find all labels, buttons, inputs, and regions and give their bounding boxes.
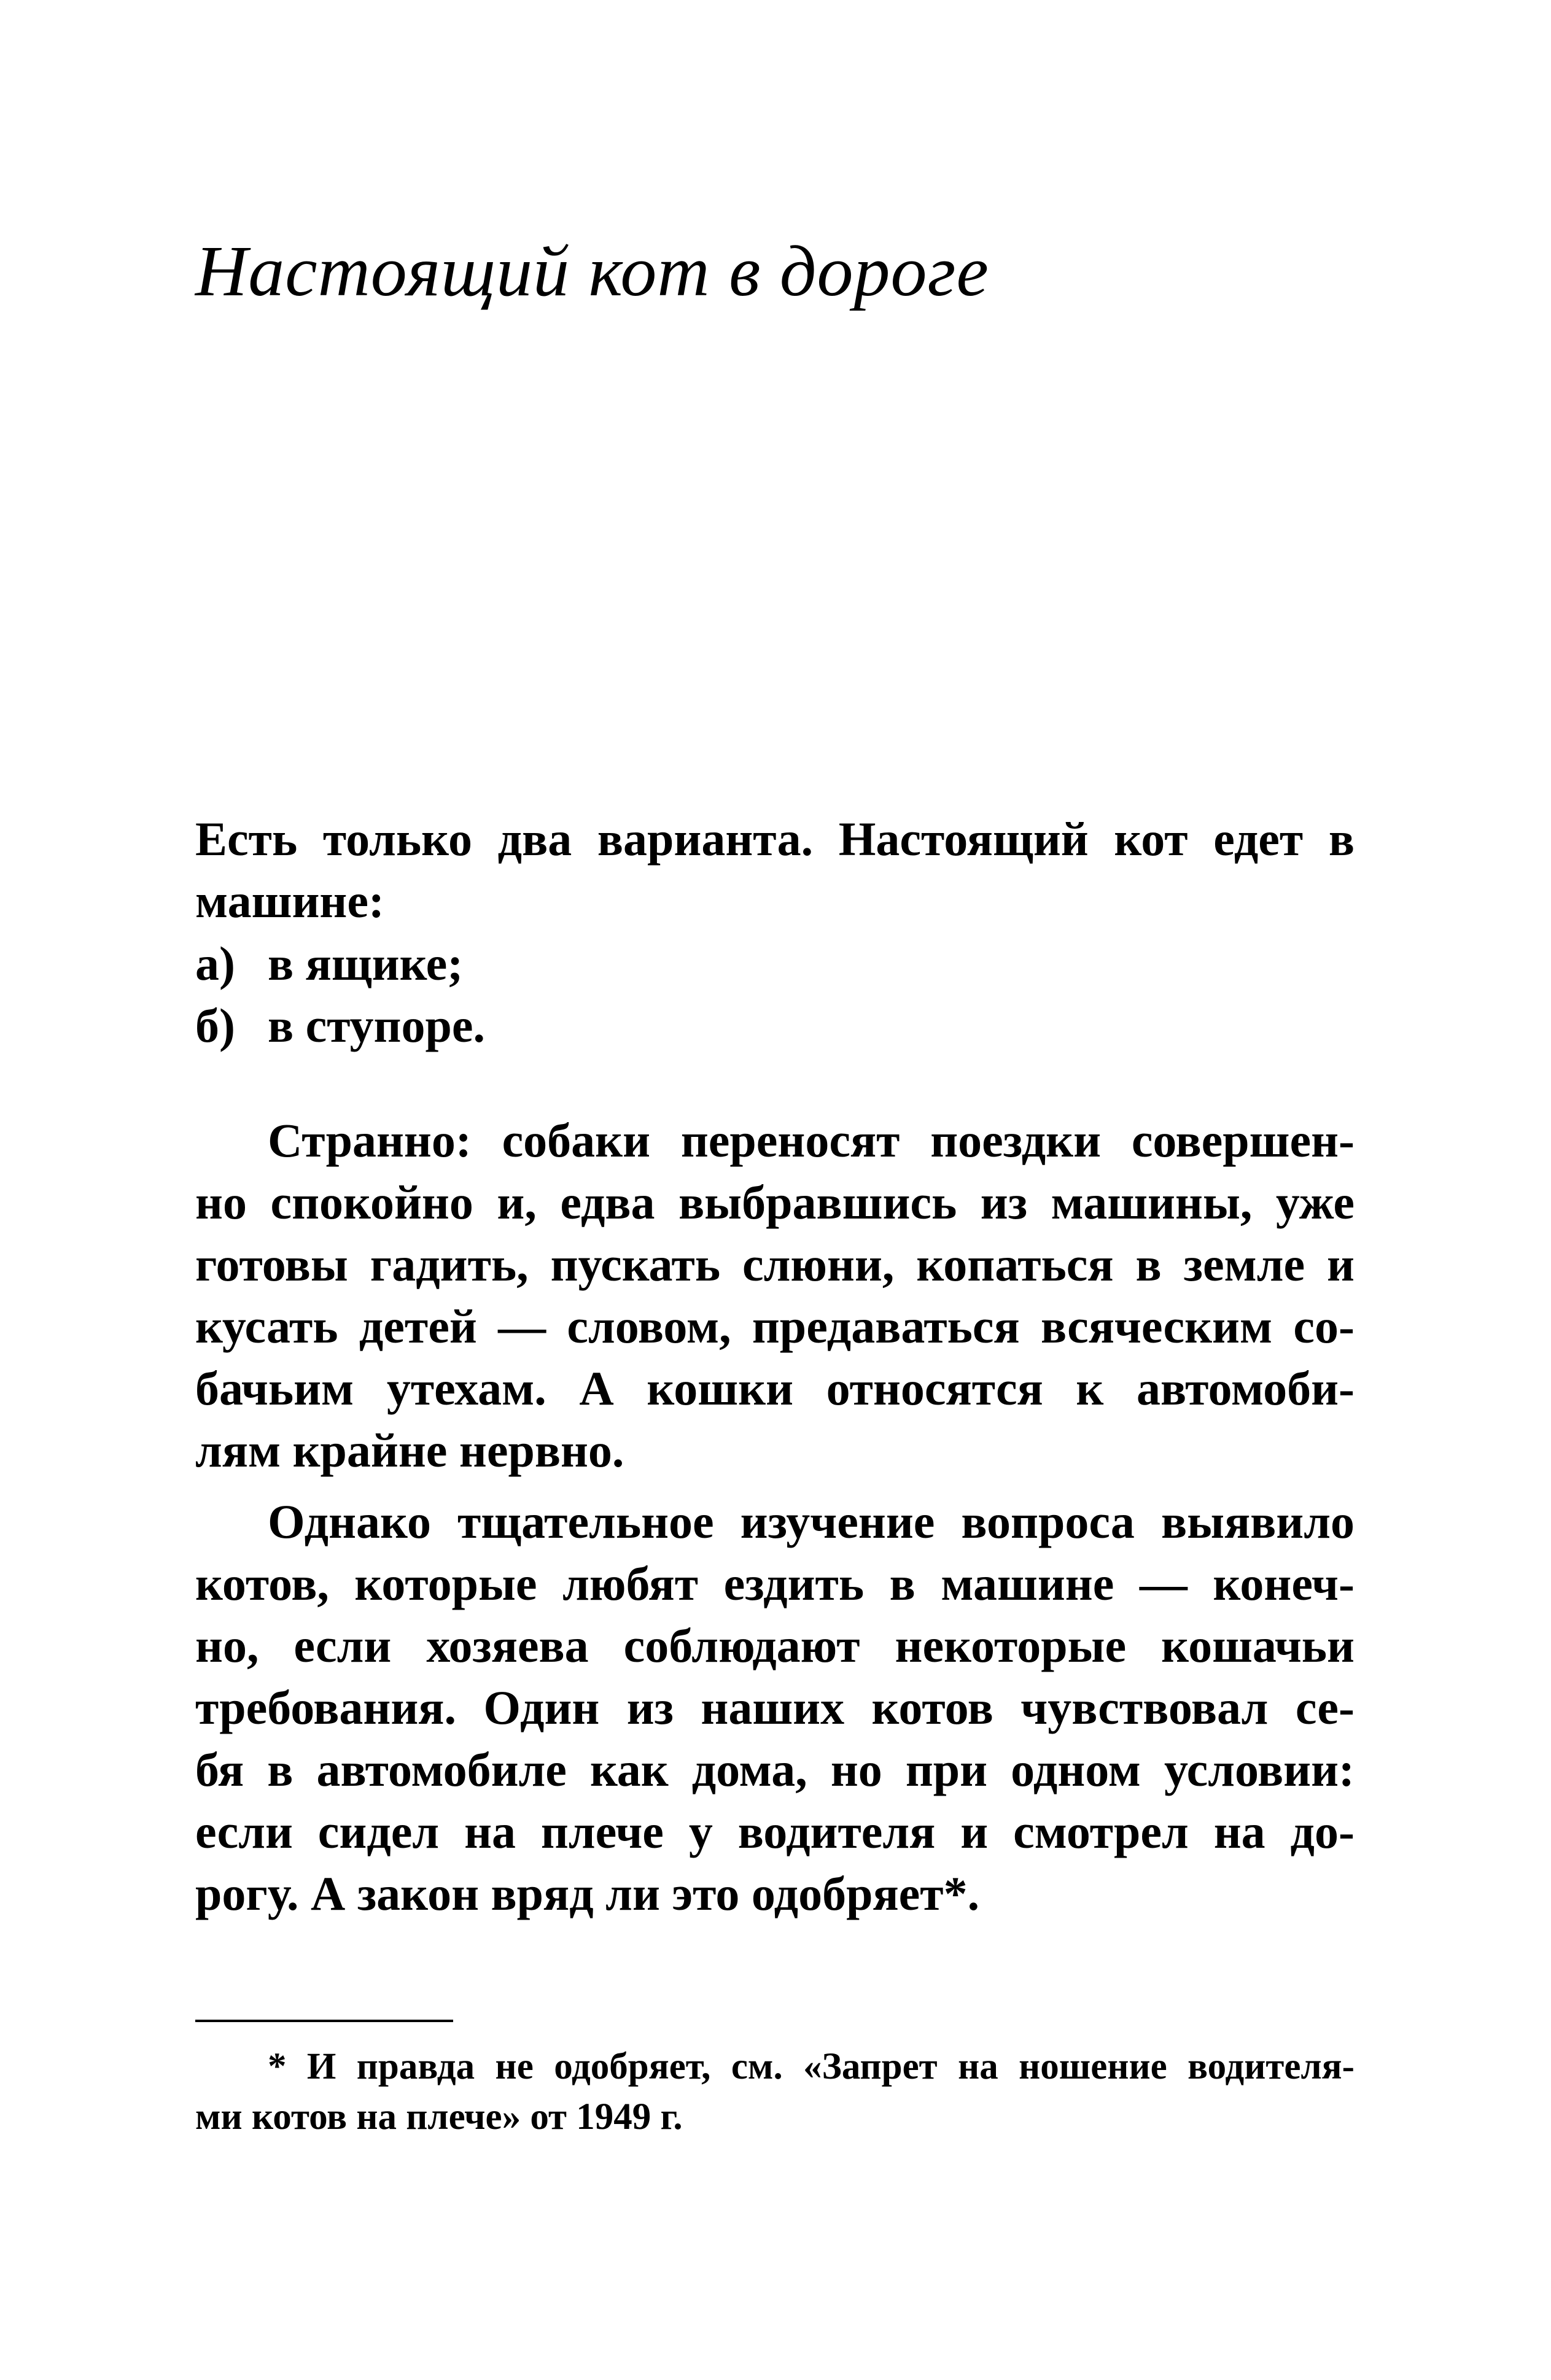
list-marker: а)	[195, 937, 235, 990]
options-list	[195, 932, 1355, 1056]
text-line: готовы гадить, пускать слюни, копаться в земле и	[195, 1238, 1355, 1291]
text-line: требования. Один из наших котов чувствовал се-	[195, 1681, 1355, 1734]
list-item	[195, 994, 1355, 1056]
paragraph-cats-in-car	[195, 1490, 1355, 1925]
footnote	[195, 2042, 1355, 2142]
list-marker: б)	[195, 999, 235, 1052]
text-line: бачьим утехам. А кошки относятся к автомоби-	[195, 1362, 1355, 1415]
text-line: котов, которые любят ездить в машине — конеч-	[195, 1557, 1355, 1610]
list-item-text: в ступоре.	[268, 999, 485, 1052]
text-line: машине:	[195, 874, 384, 928]
chapter-title: Настоящий кот в дороге	[195, 231, 989, 311]
list-item	[195, 932, 1355, 994]
text-line: Однако тщательное изучение вопроса выявило	[268, 1495, 1355, 1548]
text-line: лям крайне нервно.	[195, 1424, 624, 1477]
footnote-line: ми котов на плече» от 1949 г.	[195, 2096, 683, 2138]
text-line: рогу. А закон вряд ли это одобряет*.	[195, 1867, 980, 1920]
text-line: но, если хозяева соблюдают некоторые кошачьи	[195, 1619, 1355, 1672]
list-item-text: в ящике;	[268, 937, 464, 990]
text-line: бя в автомобиле как дома, но при одном условии:	[195, 1743, 1355, 1796]
text-line: но спокойно и, едва выбравшись из машины, уже	[195, 1176, 1355, 1229]
intro-paragraph	[195, 808, 1355, 932]
footnote-line: * И правда не одобряет, см. «Запрет на ношение водителя-	[268, 2046, 1355, 2087]
text-line: Странно: собаки переносят поездки совершен-	[268, 1114, 1355, 1167]
text-line: если сидел на плече у водителя и смотрел на до-	[195, 1805, 1355, 1858]
footnote-divider	[195, 2020, 453, 2022]
paragraph-dogs-and-cats	[195, 1109, 1355, 1481]
text-line: кусать детей — словом, предаваться всяческим со-	[195, 1300, 1355, 1353]
text-line: Есть только два варианта. Настоящий кот едет в	[195, 812, 1355, 866]
